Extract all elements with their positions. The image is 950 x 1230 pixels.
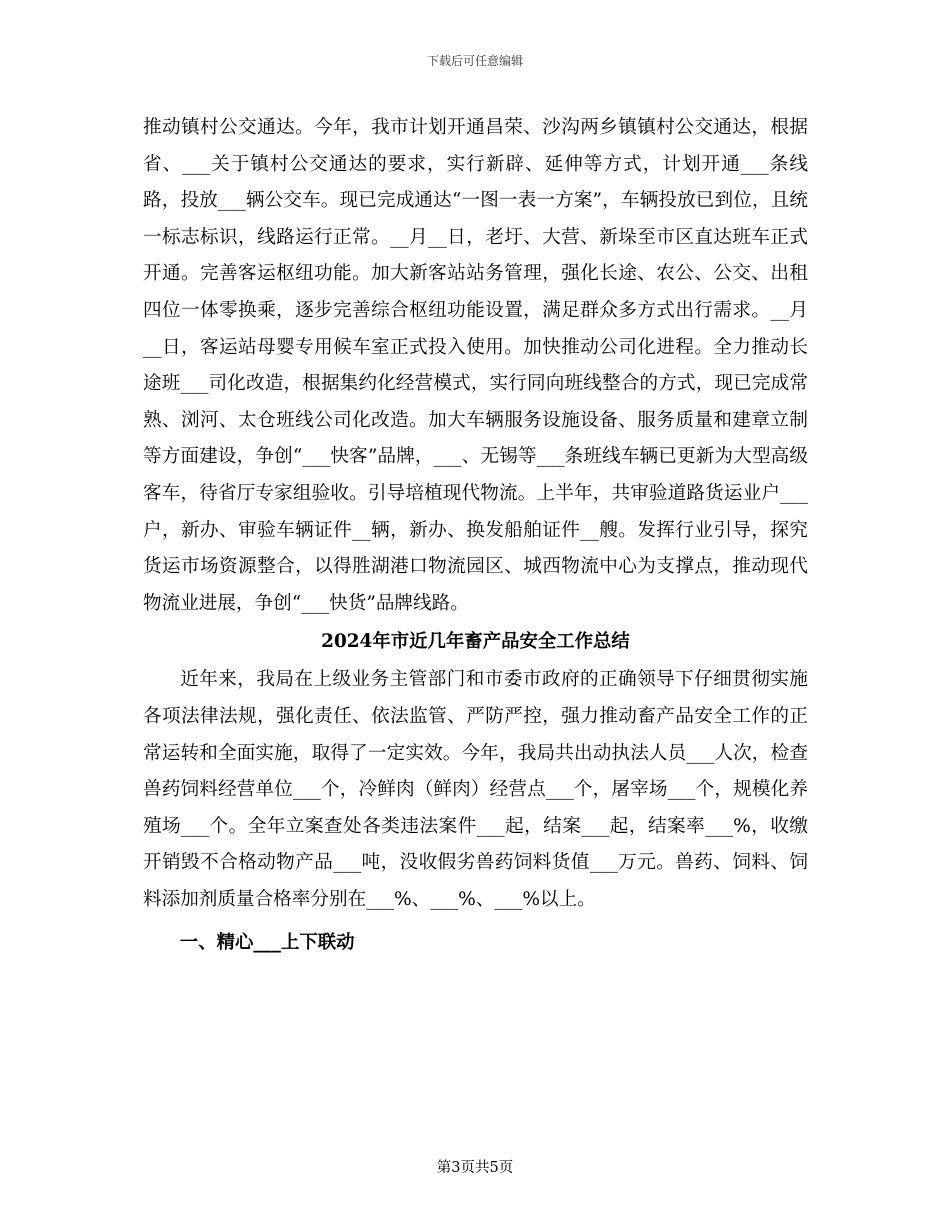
document-title: 2024年市近几年畜产品安全工作总结: [321, 631, 630, 653]
page-header-note: 下载后可任意编辑: [426, 54, 523, 68]
section-heading: 一、精心___上下联动: [179, 932, 355, 954]
page-number-footer: 第3页共5页: [436, 1160, 514, 1176]
paragraph-intro: 近年来，我局在上级业务主管部门和市委市政府的正确领导下仔细贯彻实施各项法律法规，强化责任、依法监管、严防严控，强力推动畜产品安全工作的正常运转和全面实施，取得了一定实效。今年，我局共出动执法人员___人次，检查兽药饲料经营单位___个，冷鲜肉（鲜肉）经营点___个，屠宰场___个，规模化养殖场___个。全年立案查处各类违法案件___起，结案___起，结案率___%，收缴开销毁不合格动物产品___吨，没收假劣兽药饲料货值___万元。兽药、饲料、饲料添加剂质量合格率分别在___%、___%、___%以上。: [143, 669, 808, 910]
paragraph-transport: 推动镇村公交通达。今年，我市计划开通昌荣、沙沟两乡镇镇村公交通达，根据省、___关于镇村公交通达的要求，实行新辟、延伸等方式，计划开通___条线路，投放___辆公交车。现已完成通达“一图一表一方案”，车辆投放已到位，且统一标志标识，线路运行正常。__月__日，老圩、大营、新垛至市区直达班车正式开通。完善客运枢纽功能。加大新客站站务管理，强化长途、农公、公交、出租四位一体零换乘，逐步完善综合枢纽功能设置，满足群众多方式出行需求。__月__日，客运站母婴专用候车室正式投入使用。加快推动公司化进程。全力推动长途班___司化改造，根据集约化经营模式，实行同向班线整合的方式，现已完成常熟、浏河、太仓班线公司化改造。加大车辆服务设施设备、服务质量和建章立制等方面建设，争创“___快客”品牌，___、无锡等___条班线车辆已更新为大型高级客车，待省厅专家组验收。引导培植现代物流。上半年，共审验道路货运业户___户，新办、审验车辆证件__辆，新办、换发船舶证件__艘。发挥行业引导，探究货运市场资源整合，以得胜湖港口物流园区、城西物流中心为支撑点，推动现代物流业进展，争创“___快货”品牌线路。: [143, 117, 808, 614]
document-body: [143, 110, 808, 963]
